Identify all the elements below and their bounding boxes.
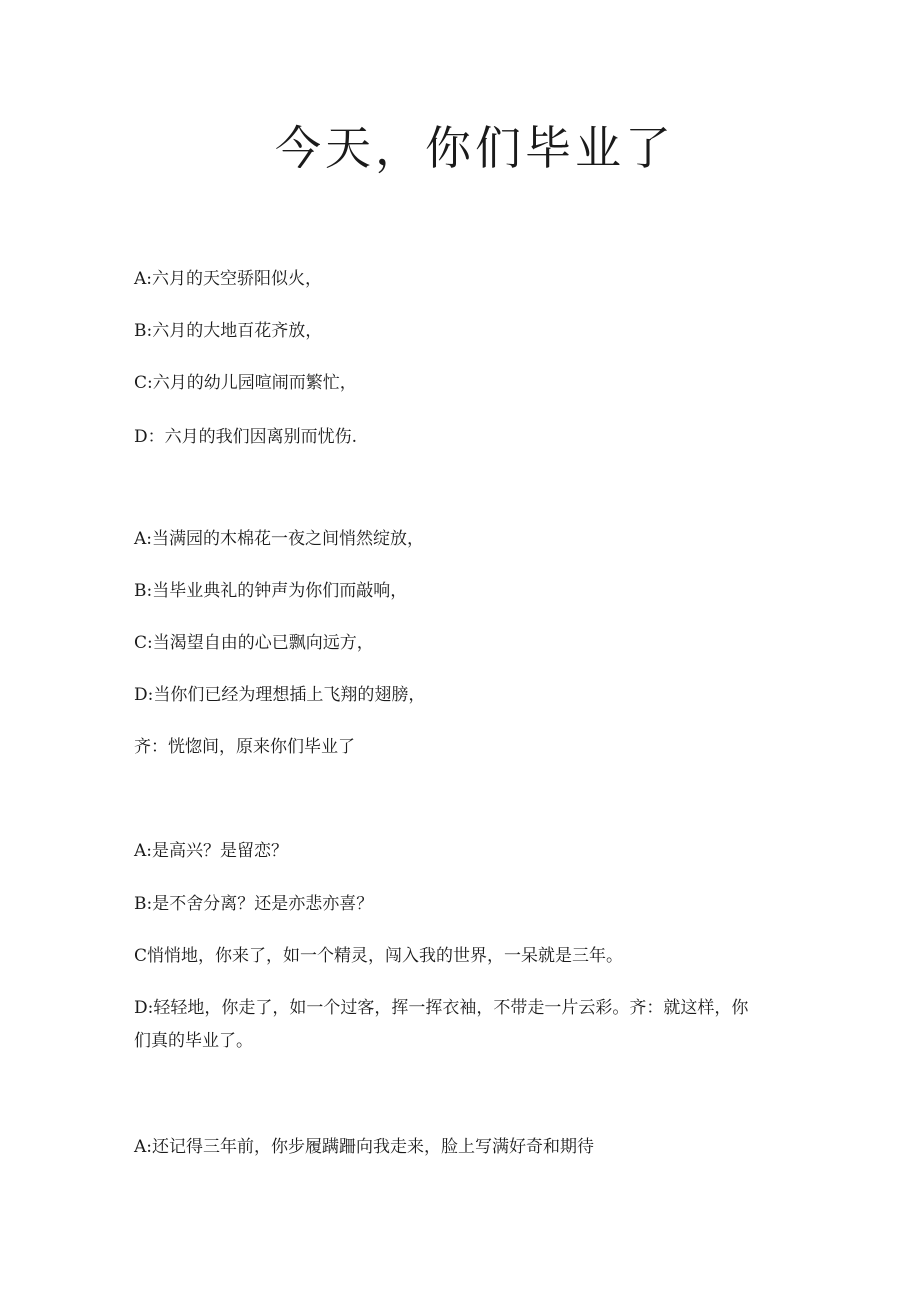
script-line-d1: D：六月的我们因离别而忧伤.: [134, 427, 358, 447]
script-line-c1: C:六月的幼儿园喧闹而繁忙，: [134, 373, 357, 393]
document-title: 今天，你们毕业了: [275, 121, 675, 175]
script-line-b1: B:六月的大地百花齐放，: [134, 321, 323, 341]
script-line-b2: B:当毕业典礼的钟声为你们而敲响，: [134, 581, 408, 601]
script-line-a2: A:当满园的木棉花一夜之间悄然绽放，: [134, 529, 425, 549]
script-line-a3: A:是高兴？是留恋？: [134, 841, 289, 861]
script-line-a1: A:六月的天空骄阳似火，: [134, 269, 323, 289]
script-line-all1: 齐：恍惚间，原来你们毕业了: [134, 737, 355, 757]
script-line-d2: D:当你们已经为理想插上飞翔的翅膀，: [134, 685, 426, 705]
script-line-c2: C:当渴望自由的心已飘向远方，: [134, 633, 374, 653]
script-line-d3: D:轻轻地，你走了，如一个过客，挥一挥衣袖，不带走一片云彩。齐：就这样，你们真的毕业了。: [134, 998, 749, 1051]
script-line-c3: C悄悄地，你来了，如一个精灵，闯入我的世界，一呆就是三年。: [134, 946, 624, 966]
script-line-a4: A:还记得三年前，你步履蹒跚向我走来，脸上写满好奇和期待: [134, 1137, 595, 1157]
script-line-b3: B:是不舍分离？还是亦悲亦喜？: [134, 894, 374, 914]
